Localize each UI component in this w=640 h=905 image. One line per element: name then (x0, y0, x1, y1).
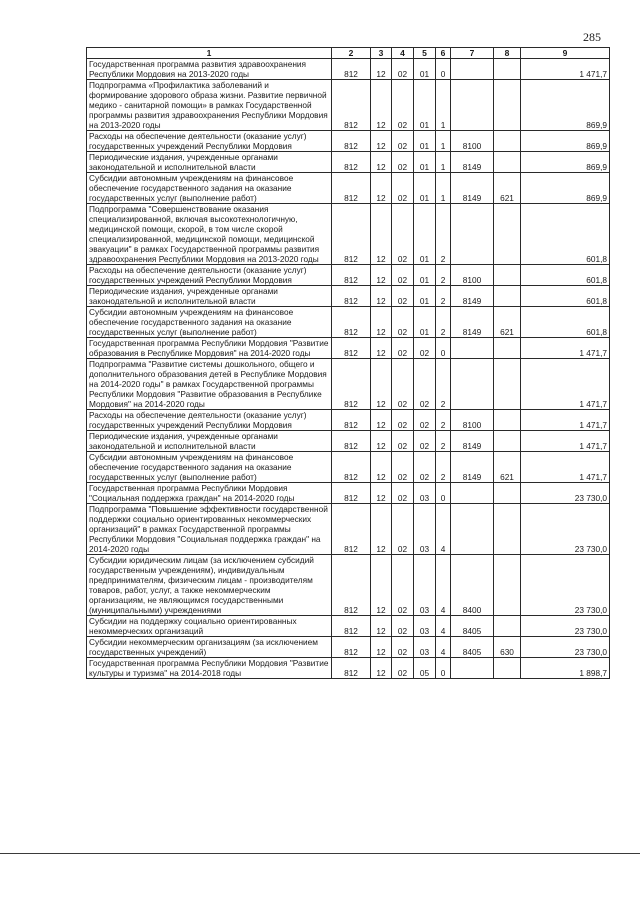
header-cell: 3 (371, 48, 392, 59)
row-name-cell: Субсидии юридическим лицам (за исключением субсидий государственным учреждениям), индивидуальным предпринимателям, физическим лицам - производителям товаров, работ, услуг, а также некоммерческим организациям, не являющимся государственными (муниципальными) учреждениями (87, 555, 332, 616)
row-c3-cell: 12 (371, 637, 392, 658)
row-c4-cell: 02 (392, 616, 414, 637)
table-row (87, 204, 610, 265)
row-c9-cell: 23 730,0 (521, 555, 610, 616)
row-c5-cell: 01 (414, 80, 436, 131)
header-cell: 4 (392, 48, 414, 59)
row-c9-cell: 1 471,7 (521, 452, 610, 483)
row-c9-cell: 601,8 (521, 265, 610, 286)
row-c7-cell: 8149 (451, 173, 494, 204)
row-c8-cell (494, 359, 521, 410)
table-row (87, 338, 610, 359)
row-c9-cell: 601,8 (521, 286, 610, 307)
header-cell: 1 (87, 48, 332, 59)
row-name-cell: Субсидии автономным учреждениям на финансовое обеспечение государственного задания на оказание государственных услуг (выполнение работ) (87, 173, 332, 204)
row-c7-cell: 8149 (451, 431, 494, 452)
table-row (87, 131, 610, 152)
row-c7-cell (451, 483, 494, 504)
row-c5-cell: 05 (414, 658, 436, 679)
row-c2-cell: 812 (332, 637, 371, 658)
row-c4-cell: 02 (392, 173, 414, 204)
row-c3-cell: 12 (371, 616, 392, 637)
row-c7-cell (451, 504, 494, 555)
row-c3-cell: 12 (371, 483, 392, 504)
row-name-cell: Государственная программа Республики Мордовия "Развитие культуры и туризма" на 2014-2018 годы (87, 658, 332, 679)
header-cell: 5 (414, 48, 436, 59)
row-c4-cell: 02 (392, 265, 414, 286)
row-name-cell: Субсидии автономным учреждениям на финансовое обеспечение государственного задания на оказание государственных услуг (выполнение работ) (87, 307, 332, 338)
row-c4-cell: 02 (392, 555, 414, 616)
row-c8-cell (494, 338, 521, 359)
row-c7-cell: 8149 (451, 286, 494, 307)
row-c4-cell: 02 (392, 204, 414, 265)
row-c4-cell: 02 (392, 452, 414, 483)
row-c5-cell: 01 (414, 307, 436, 338)
table-row (87, 410, 610, 431)
row-c4-cell: 02 (392, 431, 414, 452)
row-c9-cell: 23 730,0 (521, 637, 610, 658)
row-c5-cell: 01 (414, 173, 436, 204)
header-cell: 7 (451, 48, 494, 59)
row-c2-cell: 812 (332, 452, 371, 483)
row-c3-cell: 12 (371, 555, 392, 616)
row-name-cell: Подпрограмма "Совершенствование оказания специализированной, включая высокотехнологичную, медицинской помощи, скорой, в том числе скорой специализированной, медицинской помощи, медицинской эвакуации" в рамках Государственной программы развития здравоохранения Республики Мордовия на 2013-2020 годы (87, 204, 332, 265)
row-c4-cell: 02 (392, 338, 414, 359)
table-row (87, 452, 610, 483)
row-c9-cell: 23 730,0 (521, 616, 610, 637)
row-c9-cell: 1 471,7 (521, 338, 610, 359)
row-c2-cell: 812 (332, 616, 371, 637)
row-c2-cell: 812 (332, 504, 371, 555)
row-c3-cell: 12 (371, 265, 392, 286)
row-c9-cell: 1 471,7 (521, 59, 610, 80)
row-c5-cell: 02 (414, 338, 436, 359)
row-c3-cell: 12 (371, 286, 392, 307)
row-c4-cell: 02 (392, 80, 414, 131)
row-c8-cell (494, 504, 521, 555)
row-c9-cell: 1 898,7 (521, 658, 610, 679)
table-row (87, 359, 610, 410)
row-c5-cell: 02 (414, 431, 436, 452)
row-c6-cell: 1 (436, 152, 451, 173)
row-name-cell: Периодические издания, учрежденные органами законодательной и исполнительной власти (87, 431, 332, 452)
table-row (87, 483, 610, 504)
row-c3-cell: 12 (371, 359, 392, 410)
row-c6-cell: 1 (436, 173, 451, 204)
budget-table (86, 47, 610, 679)
row-c4-cell: 02 (392, 658, 414, 679)
table-row (87, 307, 610, 338)
row-name-cell: Периодические издания, учрежденные органами законодательной и исполнительной власти (87, 152, 332, 173)
row-c5-cell: 03 (414, 616, 436, 637)
row-c2-cell: 812 (332, 359, 371, 410)
row-c2-cell: 812 (332, 131, 371, 152)
row-c7-cell (451, 658, 494, 679)
row-c4-cell: 02 (392, 359, 414, 410)
row-c3-cell: 12 (371, 431, 392, 452)
row-c6-cell: 2 (436, 286, 451, 307)
row-c5-cell: 03 (414, 504, 436, 555)
row-c5-cell: 01 (414, 152, 436, 173)
row-c5-cell: 02 (414, 452, 436, 483)
row-c7-cell: 8100 (451, 265, 494, 286)
row-c7-cell (451, 80, 494, 131)
row-c7-cell: 8100 (451, 410, 494, 431)
row-name-cell: Подпрограмма «Профилактика заболеваний и формирование здорового образа жизни. Развитие первичной медико - санитарной помощи» в рамках Государственной программы развития здравоохранения Республики Мордовия на 2013-2020 годы (87, 80, 332, 131)
row-c9-cell: 1 471,7 (521, 359, 610, 410)
table-row (87, 431, 610, 452)
row-c4-cell: 02 (392, 410, 414, 431)
row-c4-cell: 02 (392, 504, 414, 555)
row-c7-cell: 8149 (451, 307, 494, 338)
table-row (87, 265, 610, 286)
row-c6-cell: 4 (436, 637, 451, 658)
row-c8-cell (494, 410, 521, 431)
row-c2-cell: 812 (332, 265, 371, 286)
row-c6-cell: 4 (436, 504, 451, 555)
row-c6-cell: 2 (436, 452, 451, 483)
row-c6-cell: 2 (436, 307, 451, 338)
row-c7-cell (451, 59, 494, 80)
row-c5-cell: 01 (414, 131, 436, 152)
row-c2-cell: 812 (332, 658, 371, 679)
row-c8-cell (494, 59, 521, 80)
page-number: 285 (583, 30, 601, 44)
row-c8-cell (494, 658, 521, 679)
row-c6-cell: 1 (436, 80, 451, 131)
row-c7-cell (451, 338, 494, 359)
row-c5-cell: 01 (414, 204, 436, 265)
row-c9-cell: 601,8 (521, 307, 610, 338)
row-c7-cell: 8100 (451, 131, 494, 152)
table-row (87, 286, 610, 307)
row-c9-cell: 1 471,7 (521, 431, 610, 452)
row-c6-cell: 0 (436, 658, 451, 679)
row-c5-cell: 03 (414, 637, 436, 658)
row-c2-cell: 812 (332, 204, 371, 265)
row-c9-cell: 869,9 (521, 173, 610, 204)
row-name-cell: Государственная программа Республики Мордовия "Развитие образования в Республике Мордовия" на 2014-2020 годы (87, 338, 332, 359)
row-c5-cell: 01 (414, 59, 436, 80)
header-cell: 9 (521, 48, 610, 59)
row-c2-cell: 812 (332, 307, 371, 338)
row-c8-cell (494, 616, 521, 637)
table-row (87, 80, 610, 131)
row-c2-cell: 812 (332, 173, 371, 204)
row-c8-cell (494, 431, 521, 452)
row-c7-cell (451, 204, 494, 265)
row-c2-cell: 812 (332, 338, 371, 359)
row-c7-cell: 8149 (451, 452, 494, 483)
row-c6-cell: 2 (436, 410, 451, 431)
row-name-cell: Субсидии на поддержку социально ориентированных некоммерческих организаций (87, 616, 332, 637)
row-c9-cell: 869,9 (521, 80, 610, 131)
row-c4-cell: 02 (392, 152, 414, 173)
table-row (87, 173, 610, 204)
row-c3-cell: 12 (371, 80, 392, 131)
row-c6-cell: 2 (436, 431, 451, 452)
row-c2-cell: 812 (332, 152, 371, 173)
row-c8-cell (494, 152, 521, 173)
row-c2-cell: 812 (332, 483, 371, 504)
row-c8-cell (494, 555, 521, 616)
table-row (87, 504, 610, 555)
row-c4-cell: 02 (392, 286, 414, 307)
row-c4-cell: 02 (392, 59, 414, 80)
table-row (87, 637, 610, 658)
row-c9-cell: 1 471,7 (521, 410, 610, 431)
row-c8-cell (494, 265, 521, 286)
header-cell: 8 (494, 48, 521, 59)
row-c2-cell: 812 (332, 59, 371, 80)
row-name-cell: Расходы на обеспечение деятельности (оказание услуг) государственных учреждений Республики Мордовия (87, 410, 332, 431)
row-c8-cell (494, 131, 521, 152)
row-name-cell: Государственная программа Республики Мордовия "Социальная поддержка граждан" на 2014-2020 годы (87, 483, 332, 504)
row-c8-cell: 621 (494, 307, 521, 338)
row-c7-cell: 8149 (451, 152, 494, 173)
row-c9-cell: 869,9 (521, 152, 610, 173)
row-c8-cell: 621 (494, 452, 521, 483)
row-c9-cell: 23 730,0 (521, 483, 610, 504)
row-c2-cell: 812 (332, 410, 371, 431)
page-bottom-rule (0, 853, 640, 854)
row-c2-cell: 812 (332, 555, 371, 616)
row-c3-cell: 12 (371, 131, 392, 152)
table-row (87, 59, 610, 80)
row-c5-cell: 03 (414, 555, 436, 616)
row-c7-cell (451, 359, 494, 410)
row-c6-cell: 0 (436, 59, 451, 80)
row-c8-cell: 630 (494, 637, 521, 658)
row-c7-cell: 8400 (451, 555, 494, 616)
row-c6-cell: 4 (436, 555, 451, 616)
row-c3-cell: 12 (371, 410, 392, 431)
row-c5-cell: 01 (414, 286, 436, 307)
row-name-cell: Субсидии автономным учреждениям на финансовое обеспечение государственного задания на оказание государственных услуг (выполнение работ) (87, 452, 332, 483)
row-c5-cell: 01 (414, 265, 436, 286)
row-c7-cell: 8405 (451, 616, 494, 637)
row-c6-cell: 2 (436, 265, 451, 286)
row-name-cell: Расходы на обеспечение деятельности (оказание услуг) государственных учреждений Республики Мордовия (87, 131, 332, 152)
row-c6-cell: 4 (436, 616, 451, 637)
row-c6-cell: 2 (436, 204, 451, 265)
row-name-cell: Государственная программа развития здравоохранения Республики Мордовия на 2013-2020 годы (87, 59, 332, 80)
header-row (87, 48, 610, 59)
table-row (87, 658, 610, 679)
row-c3-cell: 12 (371, 307, 392, 338)
table-row (87, 555, 610, 616)
row-name-cell: Расходы на обеспечение деятельности (оказание услуг) государственных учреждений Республики Мордовия (87, 265, 332, 286)
row-name-cell: Подпрограмма "Развитие системы дошкольного, общего и дополнительного образования детей в Республике Мордовия на 2014-2020 годы" в рамках Государственной программы Республики Мордовия "Развитие образования в Республике Мордовия" на 2014-2020 годы (87, 359, 332, 410)
row-c2-cell: 812 (332, 80, 371, 131)
row-c6-cell: 0 (436, 483, 451, 504)
row-c2-cell: 812 (332, 431, 371, 452)
table-row (87, 616, 610, 637)
row-c3-cell: 12 (371, 658, 392, 679)
row-c8-cell (494, 286, 521, 307)
row-c9-cell: 23 730,0 (521, 504, 610, 555)
row-name-cell: Субсидии некоммерческим организациям (за исключением государственных учреждений) (87, 637, 332, 658)
row-c5-cell: 02 (414, 359, 436, 410)
row-c3-cell: 12 (371, 173, 392, 204)
header-cell: 2 (332, 48, 371, 59)
row-c8-cell (494, 483, 521, 504)
header-cell: 6 (436, 48, 451, 59)
row-c3-cell: 12 (371, 452, 392, 483)
row-c3-cell: 12 (371, 152, 392, 173)
row-name-cell: Периодические издания, учрежденные органами законодательной и исполнительной власти (87, 286, 332, 307)
row-c3-cell: 12 (371, 204, 392, 265)
row-c8-cell (494, 80, 521, 131)
row-c9-cell: 869,9 (521, 131, 610, 152)
row-c4-cell: 02 (392, 131, 414, 152)
row-c5-cell: 03 (414, 483, 436, 504)
row-c6-cell: 0 (436, 338, 451, 359)
row-c9-cell: 601,8 (521, 204, 610, 265)
row-c2-cell: 812 (332, 286, 371, 307)
row-c6-cell: 1 (436, 131, 451, 152)
row-c3-cell: 12 (371, 504, 392, 555)
row-c8-cell (494, 204, 521, 265)
row-c6-cell: 2 (436, 359, 451, 410)
row-c3-cell: 12 (371, 338, 392, 359)
row-c4-cell: 02 (392, 483, 414, 504)
row-c8-cell: 621 (494, 173, 521, 204)
row-c7-cell: 8405 (451, 637, 494, 658)
table-row (87, 152, 610, 173)
row-c4-cell: 02 (392, 637, 414, 658)
row-c5-cell: 02 (414, 410, 436, 431)
row-c3-cell: 12 (371, 59, 392, 80)
row-name-cell: Подпрограмма "Повышение эффективности государственной поддержки социально ориентированных некоммерческих организаций" в рамках Государственной программы Республики Мордовия "Социальная поддержка граждан" на 2014-2020 годы (87, 504, 332, 555)
row-c4-cell: 02 (392, 307, 414, 338)
